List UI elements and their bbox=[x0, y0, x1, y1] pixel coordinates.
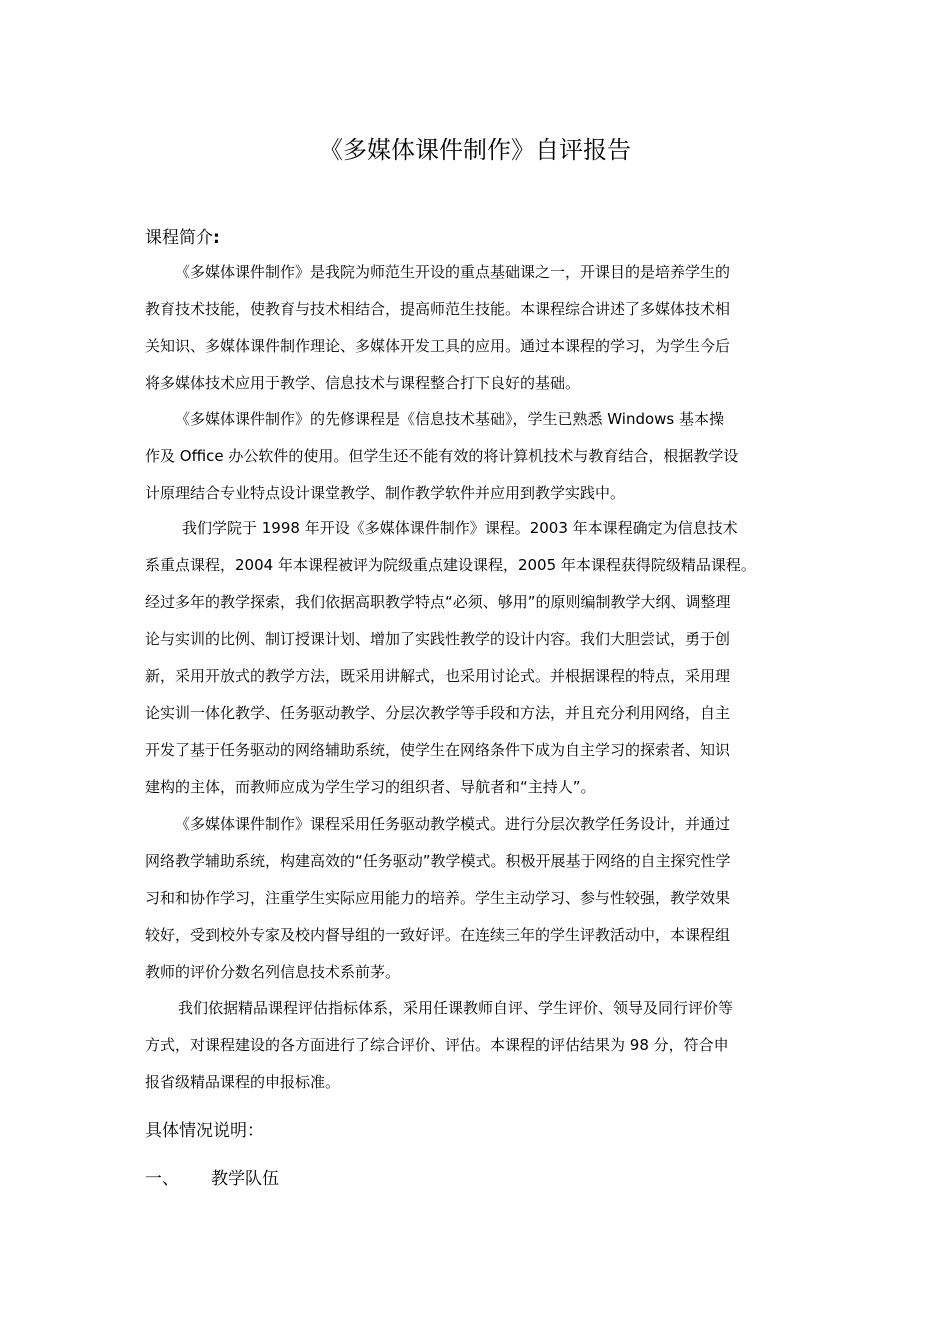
section-number: 一、 bbox=[145, 1169, 179, 1189]
text-line: 系重点课程，2004 年本课程被评为院级重点建设课程，2005 年本课程获得院级精品课程。 bbox=[145, 556, 756, 574]
text-line: 报省级精品课程的申报标准。 bbox=[145, 1073, 341, 1091]
text-line: 较好，受到校外专家及校内督导组的一致好评。在连续三年的学生评教活动中，本课程组 bbox=[145, 926, 731, 944]
text-line: 论实训一体化教学、任务驱动教学、分层次教学等手段和方法，并且充分利用网络，自主 bbox=[145, 704, 731, 722]
text-line: 关知识、多媒体课件制作理论、多媒体开发工具的应用。通过本课程的学习，为学生今后 bbox=[145, 337, 731, 355]
section-title: 教学队伍 bbox=[211, 1169, 279, 1189]
details-heading: 具体情况说明： bbox=[145, 1121, 264, 1141]
text-line: 我们学院于 1998 年开设《多媒体课件制作》课程。2003 年本课程确定为信息技术 bbox=[182, 519, 738, 537]
text-line: 论与实训的比例、制订授课计划、增加了实践性教学的设计内容。我们大胆尝试，勇于创 bbox=[145, 630, 731, 648]
text-line: 教师的评价分数名列信息技术系前茅。 bbox=[145, 963, 401, 981]
text-line: 经过多年的教学探索，我们依据高职教学特点“必须、够用”的原则编制教学大纲、调整理 bbox=[145, 593, 731, 611]
text-line: 将多媒体技术应用于教学、信息技术与课程整合打下良好的基础。 bbox=[145, 374, 581, 392]
text-line: 新，采用开放式的教学方法，既采用讲解式，也采用讨论式。并根据课程的特点，采用理 bbox=[145, 667, 731, 685]
section-heading bbox=[145, 1166, 279, 1192]
intro-heading bbox=[145, 225, 220, 251]
text-line: 《多媒体课件制作》的先修课程是《信息技术基础》，学生已熟悉 Windows 基本操 bbox=[175, 410, 724, 428]
text-line: 作及 Office 办公软件的使用。但学生还不能有效的将计算机技术与教育结合，根据教学设 bbox=[145, 447, 739, 465]
text-line: 教育技术技能，使教育与技术相结合，提高师范生技能。本课程综合讲述了多媒体技术相 bbox=[145, 300, 731, 318]
text-line: 计原理结合专业特点设计课堂教学、制作教学软件并应用到教学实践中。 bbox=[145, 484, 626, 502]
intro-heading-text: 课程简介 bbox=[145, 228, 213, 248]
text-line: 方式，对课程建设的各方面进行了综合评价、评估。本课程的评估结果为 98 分，符合申 bbox=[145, 1036, 729, 1054]
text-line: 《多媒体课件制作》是我院为师范生开设的重点基础课之一，开课目的是培养学生的 bbox=[175, 263, 731, 281]
text-line: 习和和协作学习，注重学生实际应用能力的培养。学生主动学习、参与性较强，教学效果 bbox=[145, 889, 731, 907]
document-title: 《多媒体课件制作》自评报告 bbox=[319, 136, 631, 164]
intro-heading-colon: : bbox=[213, 228, 220, 248]
text-line: 网络教学辅助系统，构建高效的“任务驱动”教学模式。积极开展基于网络的自主探究性学 bbox=[145, 852, 731, 870]
text-line: 我们依据精品课程评估指标体系，采用任课教师自评、学生评价、领导及同行评价等 bbox=[178, 999, 734, 1017]
text-line: 建构的主体，而教师应成为学生学习的组织者、导航者和“主持人”。 bbox=[145, 778, 596, 796]
text-line: 《多媒体课件制作》课程采用任务驱动教学模式。进行分层次教学任务设计，并通过 bbox=[175, 815, 731, 833]
text-line: 开发了基于任务驱动的网络辅助系统，使学生在网络条件下成为自主学习的探索者、知识 bbox=[145, 741, 731, 759]
